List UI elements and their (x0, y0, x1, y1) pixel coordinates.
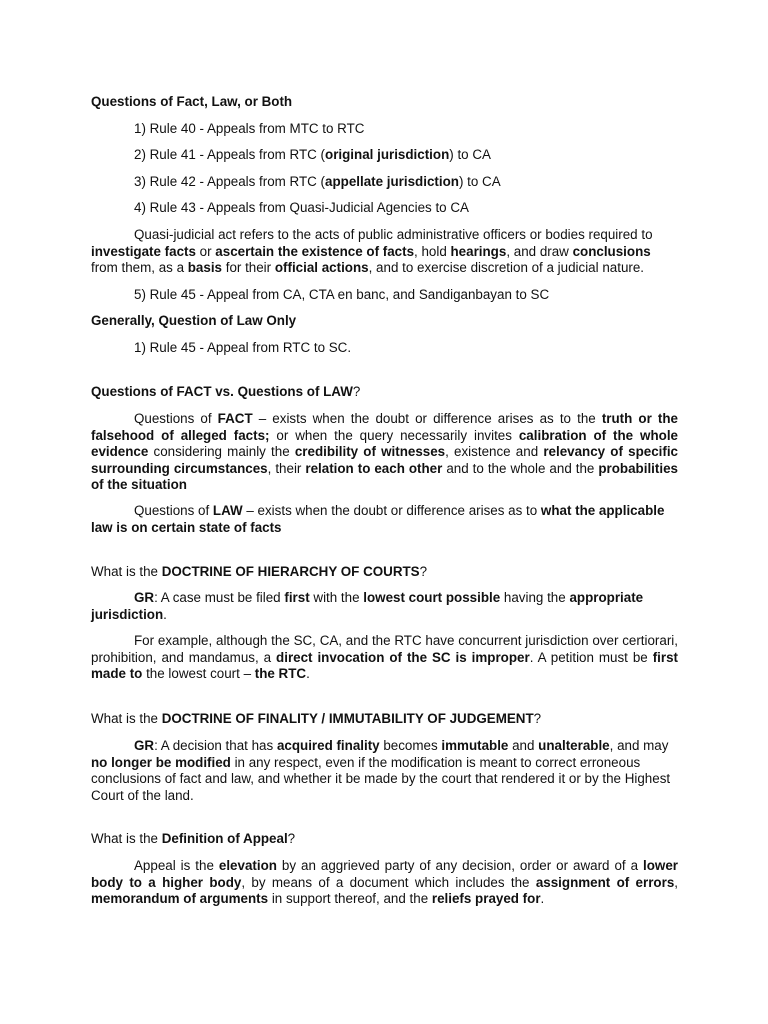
heading-question-of-law-only: Generally, Question of Law Only (91, 313, 297, 328)
list-item-rule-43: 4) Rule 43 - Appeals from Quasi-Judicial Agencies to CA (134, 200, 469, 215)
heading-questions-of-fact-law-both: Questions of Fact, Law, or Both (91, 94, 293, 109)
quasi-judicial-definition: Quasi-judicial act refers to the acts of public administrative officers or bodies required to investigate facts or ascertain the existence of facts, hold hearings, and draw conclusions from them, as a basis for their official actions, and to exercise discretion of a judicial nature. (91, 227, 653, 276)
list-item-rule-40: 1) Rule 40 - Appeals from MTC to RTC (134, 121, 365, 136)
heading-fact-vs-law: Questions of FACT vs. Questions of LAW? (91, 384, 361, 399)
list-item-rule-45-rtc: 1) Rule 45 - Appeal from RTC to SC. (134, 340, 352, 355)
questions-of-law-paragraph: Questions of LAW – exists when the doubt or difference arises as to what the applicable law is on certain state of facts (91, 503, 665, 535)
hierarchy-general-rule: GR: A case must be filed first with the lowest court possible having the appropriate jurisdiction. (91, 590, 644, 622)
heading-hierarchy-of-courts: What is the DOCTRINE OF HIERARCHY OF COURTS? (91, 564, 428, 579)
list-item-rule-41: 2) Rule 41 - Appeals from RTC (original jurisdiction) to CA (134, 147, 491, 162)
appeal-definition: Appeal is the elevation by an aggrieved party of any decision, order or award of a lower body to a higher body, by means of a document which includes the assignment of errors, memorandum of arguments in support thereof, and the reliefs prayed for. (91, 858, 678, 907)
list-item-rule-42: 3) Rule 42 - Appeals from RTC (appellate jurisdiction) to CA (134, 174, 501, 189)
heading-finality-of-judgement: What is the DOCTRINE OF FINALITY / IMMUTABILITY OF JUDGEMENT? (91, 711, 542, 726)
hierarchy-example: For example, although the SC, CA, and the RTC have concurrent jurisdiction over certiorari, prohibition, and mandamus, a direct invocation of the SC is improper. A petition must be first made to the lowest court – the RTC. (91, 633, 678, 682)
questions-of-fact-paragraph: Questions of FACT – exists when the doubt or difference arises as to the truth or the falsehood of alleged facts; or when the query necessarily invites calibration of the whole evidence considering mainly the credibility of witnesses, existence and relevancy of specific surrounding circumstances, their relation to each other and to the whole and the probabilities of the situation (91, 411, 679, 493)
finality-general-rule: GR: A decision that has acquired finality becomes immutable and unalterable, and may no longer be modified in any respect, even if the modification is meant to correct erroneous conclusions of fact and law, and whether it be made by the court that rendered it or by the Highest Court of the land. (91, 738, 671, 803)
list-item-rule-45-ca: 5) Rule 45 - Appeal from CA, CTA en banc, and Sandiganbayan to SC (134, 287, 550, 302)
heading-definition-of-appeal: What is the Definition of Appeal? (91, 831, 296, 846)
